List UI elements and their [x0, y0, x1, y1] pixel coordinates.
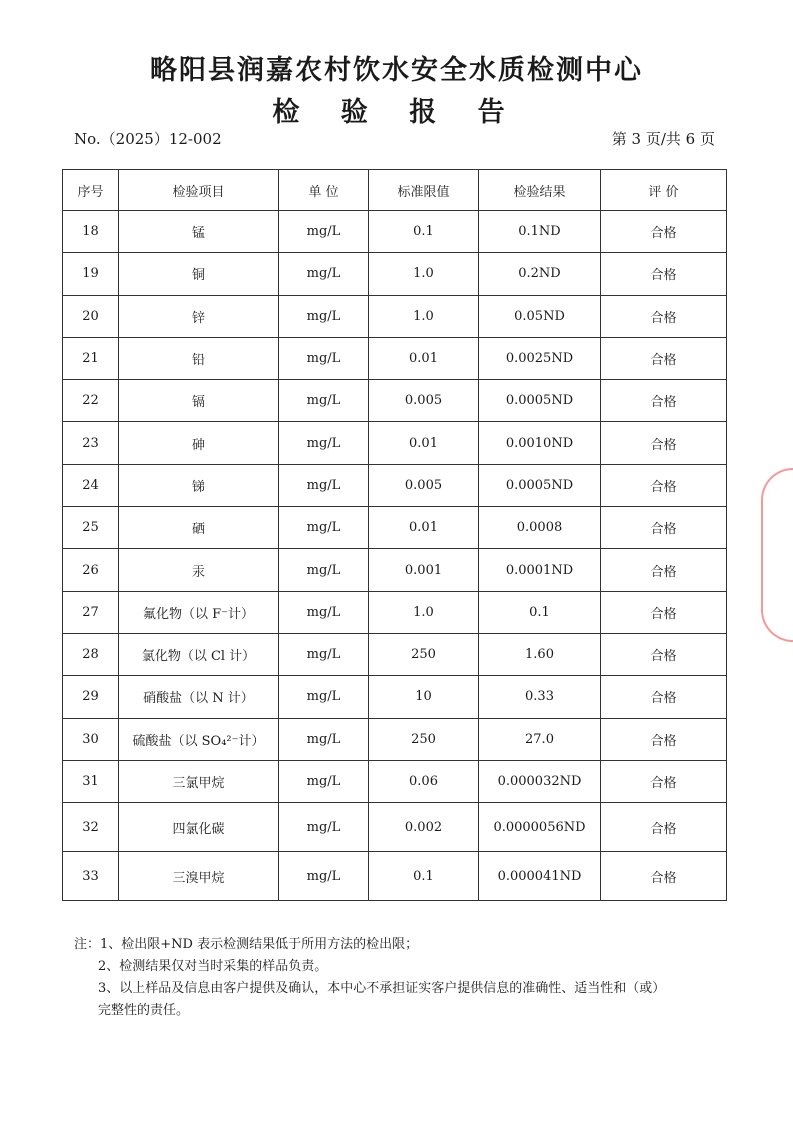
col-header-limit: 标准限值	[369, 170, 479, 211]
cell-index: 21	[63, 337, 119, 379]
cell-result: 0.1	[479, 591, 601, 633]
cell-result: 1.60	[479, 633, 601, 675]
cell-unit: mg/L	[279, 464, 369, 506]
cell-result: 0.000041ND	[479, 852, 601, 901]
cell-unit: mg/L	[279, 507, 369, 549]
cell-evaluation: 合格	[601, 507, 727, 549]
table-row	[63, 253, 727, 295]
cell-item: 硒	[119, 507, 279, 549]
cell-evaluation: 合格	[601, 211, 727, 253]
cell-item: 铅	[119, 337, 279, 379]
cell-unit: mg/L	[279, 591, 369, 633]
cell-evaluation: 合格	[601, 852, 727, 901]
cell-limit: 1.0	[369, 591, 479, 633]
cell-evaluation: 合格	[601, 337, 727, 379]
table-row	[63, 464, 727, 506]
cell-result: 0.2ND	[479, 253, 601, 295]
table-row	[63, 337, 727, 379]
note-line: 注：1、检出限+ND 表示检测结果低于所用方法的检出限；	[74, 937, 419, 952]
cell-evaluation: 合格	[601, 295, 727, 337]
cell-item: 四氯化碳	[119, 803, 279, 852]
cell-result: 0.0001ND	[479, 549, 601, 591]
cell-limit: 250	[369, 633, 479, 675]
cell-result: 0.05ND	[479, 295, 601, 337]
cell-item: 锑	[119, 464, 279, 506]
cell-index: 27	[63, 591, 119, 633]
cell-item: 汞	[119, 549, 279, 591]
table-row	[63, 760, 727, 802]
cell-index: 31	[63, 760, 119, 802]
cell-result: 27.0	[479, 718, 601, 760]
table-row	[63, 211, 727, 253]
cell-limit: 0.01	[369, 422, 479, 464]
cell-result: 0.33	[479, 676, 601, 718]
cell-evaluation: 合格	[601, 633, 727, 675]
cell-index: 18	[63, 211, 119, 253]
cell-index: 23	[63, 422, 119, 464]
organization-title: 略阳县润嘉农村饮水安全水质检测中心	[150, 55, 643, 86]
table-row	[63, 718, 727, 760]
table-row	[63, 803, 727, 852]
cell-limit: 0.06	[369, 760, 479, 802]
note-line: 3、以上样品及信息由客户提供及确认，本中心不承担证实客户提供信息的准确性、适当性和（或）	[98, 981, 666, 996]
cell-unit: mg/L	[279, 852, 369, 901]
cell-result: 0.0008	[479, 507, 601, 549]
table-row	[63, 549, 727, 591]
cell-evaluation: 合格	[601, 464, 727, 506]
cell-index: 26	[63, 549, 119, 591]
cell-limit: 0.01	[369, 507, 479, 549]
cell-unit: mg/L	[279, 633, 369, 675]
table-row	[63, 422, 727, 464]
document-number: No.（2025）12-002	[74, 130, 222, 148]
cell-item: 锌	[119, 295, 279, 337]
cell-result: 0.0010ND	[479, 422, 601, 464]
cell-evaluation: 合格	[601, 676, 727, 718]
cell-item: 砷	[119, 422, 279, 464]
cell-limit: 0.002	[369, 803, 479, 852]
cell-unit: mg/L	[279, 337, 369, 379]
cell-result: 0.1ND	[479, 211, 601, 253]
table-row	[63, 295, 727, 337]
cell-evaluation: 合格	[601, 760, 727, 802]
cell-limit: 1.0	[369, 295, 479, 337]
cell-result: 0.0005ND	[479, 380, 601, 422]
cell-index: 24	[63, 464, 119, 506]
cell-evaluation: 合格	[601, 253, 727, 295]
cell-limit: 0.001	[369, 549, 479, 591]
cell-item: 氯化物（以 Cl 计）	[119, 633, 279, 675]
table-row	[63, 380, 727, 422]
cell-limit: 0.1	[369, 852, 479, 901]
cell-limit: 0.005	[369, 380, 479, 422]
cell-item: 铜	[119, 253, 279, 295]
cell-result: 0.000032ND	[479, 760, 601, 802]
note-line: 2、检测结果仅对当时采集的样品负责。	[98, 959, 328, 974]
cell-item: 锰	[119, 211, 279, 253]
col-header-unit: 单 位	[279, 170, 369, 211]
cell-evaluation: 合格	[601, 591, 727, 633]
cell-item: 三氯甲烷	[119, 760, 279, 802]
cell-result: 0.0025ND	[479, 337, 601, 379]
cell-unit: mg/L	[279, 211, 369, 253]
cell-unit: mg/L	[279, 295, 369, 337]
cell-index: 22	[63, 380, 119, 422]
note-line: 完整性的责任。	[98, 1003, 190, 1018]
cell-result: 0.0005ND	[479, 464, 601, 506]
cell-unit: mg/L	[279, 803, 369, 852]
cell-limit: 1.0	[369, 253, 479, 295]
page-number: 第 3 页/共 6 页	[611, 130, 715, 148]
table-row	[63, 676, 727, 718]
table-row	[63, 633, 727, 675]
cell-evaluation: 合格	[601, 549, 727, 591]
col-header-result: 检验结果	[479, 170, 601, 211]
seal-stamp	[761, 468, 793, 642]
table-row	[63, 852, 727, 901]
col-header-evaluation: 评 价	[601, 170, 727, 211]
cell-index: 25	[63, 507, 119, 549]
results-table	[62, 169, 727, 901]
report-title: 检 验 报 告	[272, 97, 521, 128]
cell-evaluation: 合格	[601, 803, 727, 852]
cell-item: 硫酸盐（以 SO₄²⁻计）	[119, 718, 279, 760]
cell-index: 32	[63, 803, 119, 852]
table-header-row	[63, 170, 727, 211]
cell-index: 20	[63, 295, 119, 337]
col-header-index: 序号	[63, 170, 119, 211]
cell-item: 硝酸盐（以 N 计）	[119, 676, 279, 718]
cell-unit: mg/L	[279, 549, 369, 591]
cell-limit: 0.1	[369, 211, 479, 253]
cell-item: 三溴甲烷	[119, 852, 279, 901]
cell-item: 氟化物（以 F⁻计）	[119, 591, 279, 633]
col-header-item: 检验项目	[119, 170, 279, 211]
cell-index: 28	[63, 633, 119, 675]
cell-limit: 250	[369, 718, 479, 760]
cell-limit: 0.01	[369, 337, 479, 379]
notes	[74, 934, 734, 1022]
table-row	[63, 591, 727, 633]
cell-index: 29	[63, 676, 119, 718]
cell-evaluation: 合格	[601, 380, 727, 422]
cell-unit: mg/L	[279, 676, 369, 718]
cell-unit: mg/L	[279, 253, 369, 295]
cell-unit: mg/L	[279, 422, 369, 464]
cell-limit: 10	[369, 676, 479, 718]
cell-index: 30	[63, 718, 119, 760]
cell-limit: 0.005	[369, 464, 479, 506]
cell-evaluation: 合格	[601, 718, 727, 760]
cell-evaluation: 合格	[601, 422, 727, 464]
cell-index: 33	[63, 852, 119, 901]
cell-result: 0.0000056ND	[479, 803, 601, 852]
cell-item: 镉	[119, 380, 279, 422]
cell-unit: mg/L	[279, 718, 369, 760]
table-row	[63, 507, 727, 549]
cell-unit: mg/L	[279, 380, 369, 422]
cell-index: 19	[63, 253, 119, 295]
cell-unit: mg/L	[279, 760, 369, 802]
